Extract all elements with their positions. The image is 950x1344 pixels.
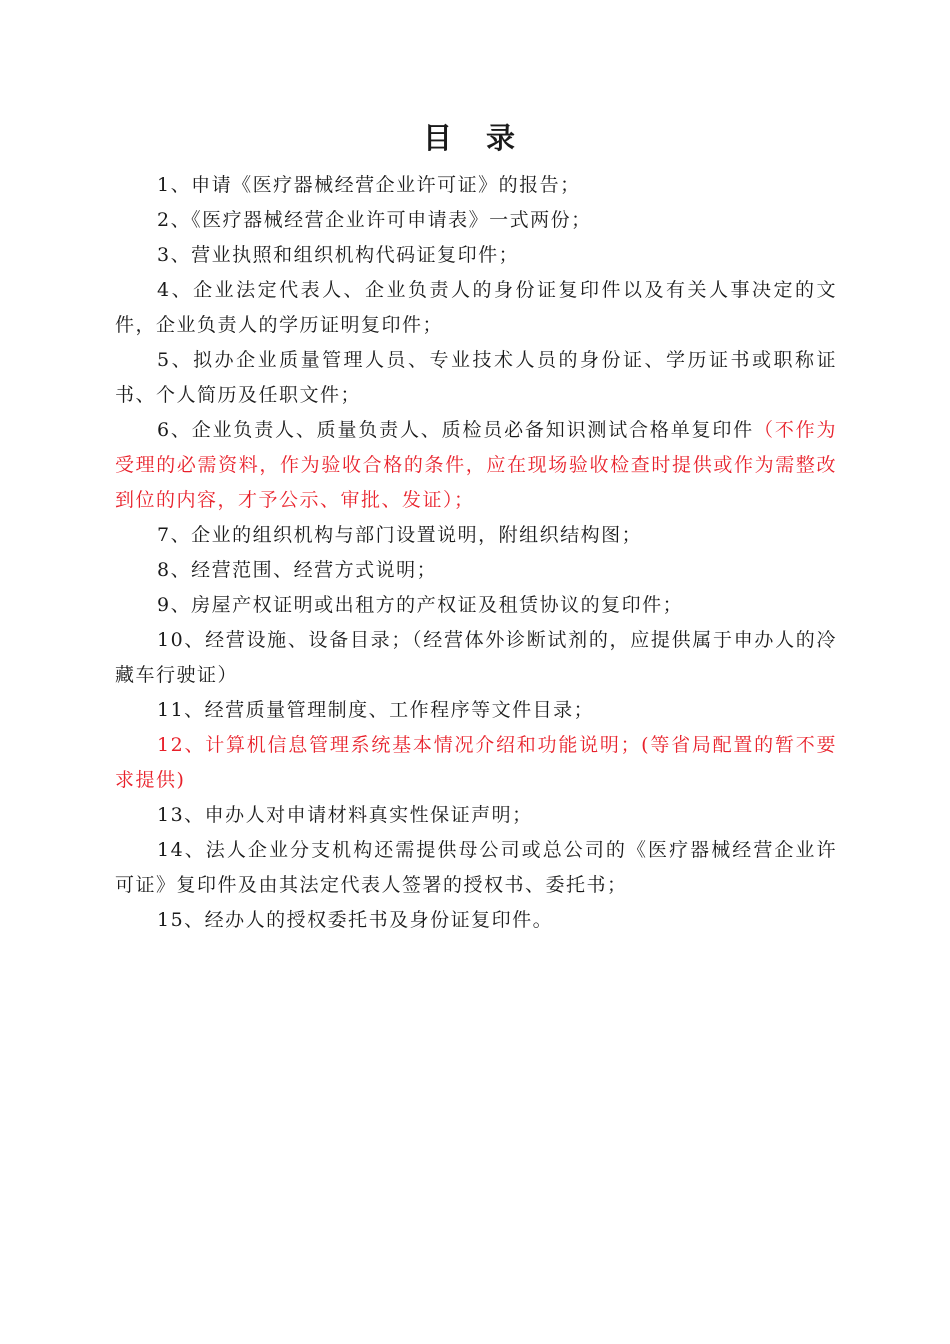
item-note-highlight: （不作为受理的必需资料，作为验收合格的条件，应在现场验收检查时提供或作为需整改到位的内容，才予公示、审批、发证）；: [115, 419, 837, 511]
list-item-8: [115, 553, 837, 588]
list-item-7: [115, 518, 837, 553]
item-text: 3、营业执照和组织机构代码证复印件；: [157, 244, 520, 266]
list-item-12: [115, 728, 837, 798]
list-item-2: [115, 203, 837, 238]
item-text: 4、企业法定代表人、企业负责人的身份证复印件以及有关人事决定的文件，企业负责人的学历证明复印件；: [115, 279, 837, 336]
list-item-9: [115, 588, 837, 623]
list-item-5: [115, 343, 837, 413]
item-text: 14、法人企业分支机构还需提供母公司或总公司的《医疗器械经营企业许可证》复印件及由其法定代表人签署的授权书、委托书；: [115, 839, 837, 896]
list-item-4: [115, 273, 837, 343]
item-text: 8、经营范围、经营方式说明；: [157, 559, 438, 581]
table-of-contents-list: [115, 168, 837, 938]
list-item-15: [115, 903, 837, 938]
list-item-6: [115, 413, 837, 518]
item-text: 9、房屋产权证明或出租方的产权证及租赁协议的复印件；: [157, 594, 684, 616]
page-title: 目 录: [422, 121, 528, 155]
item-text: 10、经营设施、设备目录；（经营体外诊断试剂的，应提供属于申办人的冷藏车行驶证）: [115, 629, 837, 686]
item-text: 15、经办人的授权委托书及身份证复印件。: [157, 909, 554, 931]
item-text: 11、经营质量管理制度、工作程序等文件目录；: [157, 699, 595, 721]
item-text: 1、申请《医疗器械经营企业许可证》的报告；: [157, 174, 581, 196]
list-item-3: [115, 238, 837, 273]
item-text: 2、《医疗器械经营企业许可申请表》一式两份；: [157, 209, 592, 231]
item-text: 13、申办人对申请材料真实性保证声明；: [157, 804, 533, 826]
item-text: 6、企业负责人、质量负责人、质检员必备知识测试合格单复印件: [157, 419, 755, 441]
list-item-1: [115, 168, 837, 203]
list-item-13: [115, 798, 837, 833]
list-item-10: [115, 623, 837, 693]
item-text: 5、拟办企业质量管理人员、专业技术人员的身份证、学历证书或职称证书、个人简历及任职文件；: [115, 349, 837, 406]
item-note-highlight: 12、计算机信息管理系统基本情况介绍和功能说明；(等省局配置的暂不要求提供): [115, 734, 837, 791]
item-text: 7、企业的组织机构与部门设置说明，附组织结构图；: [157, 524, 643, 546]
list-item-11: [115, 693, 837, 728]
list-item-14: [115, 833, 837, 903]
